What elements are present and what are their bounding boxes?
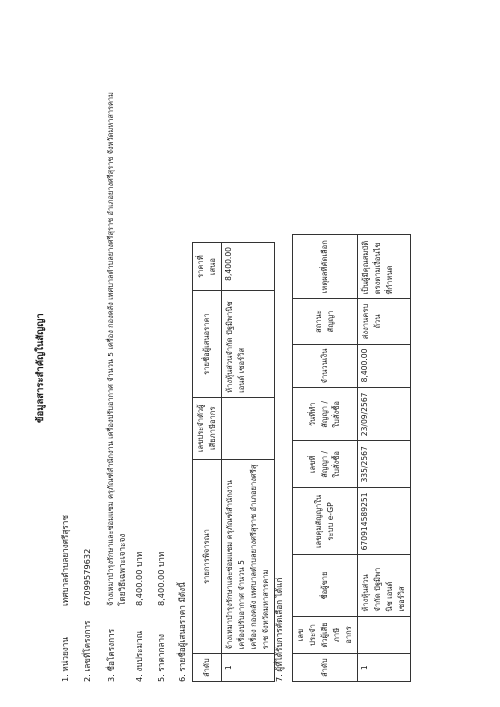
project-no-label: 2. เลขที่โครงการ <box>82 620 92 682</box>
bidders-heading: 6. รายชื่อผู้เสนอราคา มีดังนี้ <box>177 582 187 682</box>
row-bidder: ห้างหุ้นส่วนจำกัด ปัฐมิพานิช เอนด์ เซอร์วิส <box>222 291 275 398</box>
row-reason: เป็นผู้มีคุณสมบัติตรงตามเงื่อนไขที่กำหนด <box>358 235 411 299</box>
budget-value: 8,400.00 บาท <box>134 551 144 606</box>
row-vendor-line1: ห้างหุ้นส่วนจำกัด ปัฐมิพานิช เอนด์ <box>361 567 394 612</box>
col-amount: จำนวนเงิน <box>293 344 358 388</box>
project-method: โดยวิธีเฉพาะเจาะจง <box>117 533 127 606</box>
row-vendor <box>358 555 411 616</box>
project-name-value: จ้างเหมาบำรุงรักษาและซ่อมแซม ครุภัณฑ์สำนักงาน เครื่องปรับอากาศ จำนวน 5 เครื่อง กองคลัง เทศบาลตำบลยางศรีสุราช อำเภอยางศรีสุราช จังหวัดมหาสารคาม <box>106 92 115 606</box>
contract-table <box>292 234 411 682</box>
median-price-label: 5. ราคากลาง <box>156 633 166 682</box>
row-item-line1: จ้างเหมาบำรุงรักษาและซ่อมแซม ครุภัณฑ์สำนักงาน เครื่องปรับอากาศ จำนวน 5 <box>225 480 246 650</box>
row-contract-no: 335/2567 <box>358 441 411 488</box>
col-vendor: ชื่อผู้ขาย <box>293 555 358 616</box>
table-row <box>222 243 275 682</box>
row-no: 1 <box>222 654 275 682</box>
col-tax-id: เลขประจำตัวผู้เสียภาษีอากร <box>193 397 222 459</box>
row-price: 8,400.00 <box>222 243 275 291</box>
col-bidder: รายชื่อผู้เสนอราคา <box>193 291 222 398</box>
row-no: 1 <box>358 654 411 682</box>
row-status: ส่งงานครบถ้วน <box>358 299 411 344</box>
agency-value: เทศบาลตำบลยางศรีสุราช <box>60 515 70 606</box>
col-no: ลำดับ <box>293 654 358 682</box>
winner-heading: 7. ผู้ที่ได้รับการคัดเลือก ได้แก่ <box>274 577 284 682</box>
project-no-value: 67099579632 <box>82 548 92 606</box>
document-title: ข้อมูลสาระสำคัญในสัญญา <box>35 313 46 423</box>
row-item <box>222 459 275 654</box>
row-tax-id <box>222 397 275 459</box>
col-contract-no: เลขที่สัญญา / ใบสั่งซื้อ <box>293 441 358 488</box>
row-egp-no: 670914589251 <box>358 488 411 555</box>
project-name-label: 3. ชื่อโครงการ <box>106 628 116 682</box>
table-header-row <box>293 235 358 682</box>
col-status: สถานะสัญญา <box>293 299 358 344</box>
median-price-value: 8,400.00 บาท <box>156 551 166 606</box>
agency-label: 1. หน่วยงาน <box>60 637 70 682</box>
col-contract-date: วันที่ทำสัญญา / ใบสั่งซื้อ <box>293 388 358 441</box>
budget-label: 4. งบประมาณ <box>134 630 144 682</box>
rotated-document <box>20 28 480 688</box>
row-contract-date: 23/09/2567 <box>358 388 411 441</box>
bidders-table <box>192 242 275 682</box>
col-price: ราคาที่เสนอ <box>193 243 222 291</box>
col-item: รายการพิจารณา <box>193 459 222 654</box>
col-no: ลำดับ <box>193 654 222 682</box>
row-tax-id <box>358 616 411 654</box>
table-row <box>358 235 411 682</box>
table-header-row <box>193 243 222 682</box>
col-reason: เหตุผลที่คัดเลือก <box>293 235 358 299</box>
row-amount: 8,400.00 <box>358 344 411 388</box>
row-vendor-line2: เซอร์วิส <box>397 586 406 612</box>
row-item-line2: เครื่อง กองคลัง เทศบาลตำบลยางศรีสุราช อำเภอยางศรีสุราช จังหวัดมหาสารคาม <box>249 464 270 650</box>
col-tax-id: เลขประจำตัวผู้เสียภาษีอากร <box>293 616 358 654</box>
col-egp-no: เลขคุมสัญญาในระบบ e-GP <box>293 488 358 555</box>
